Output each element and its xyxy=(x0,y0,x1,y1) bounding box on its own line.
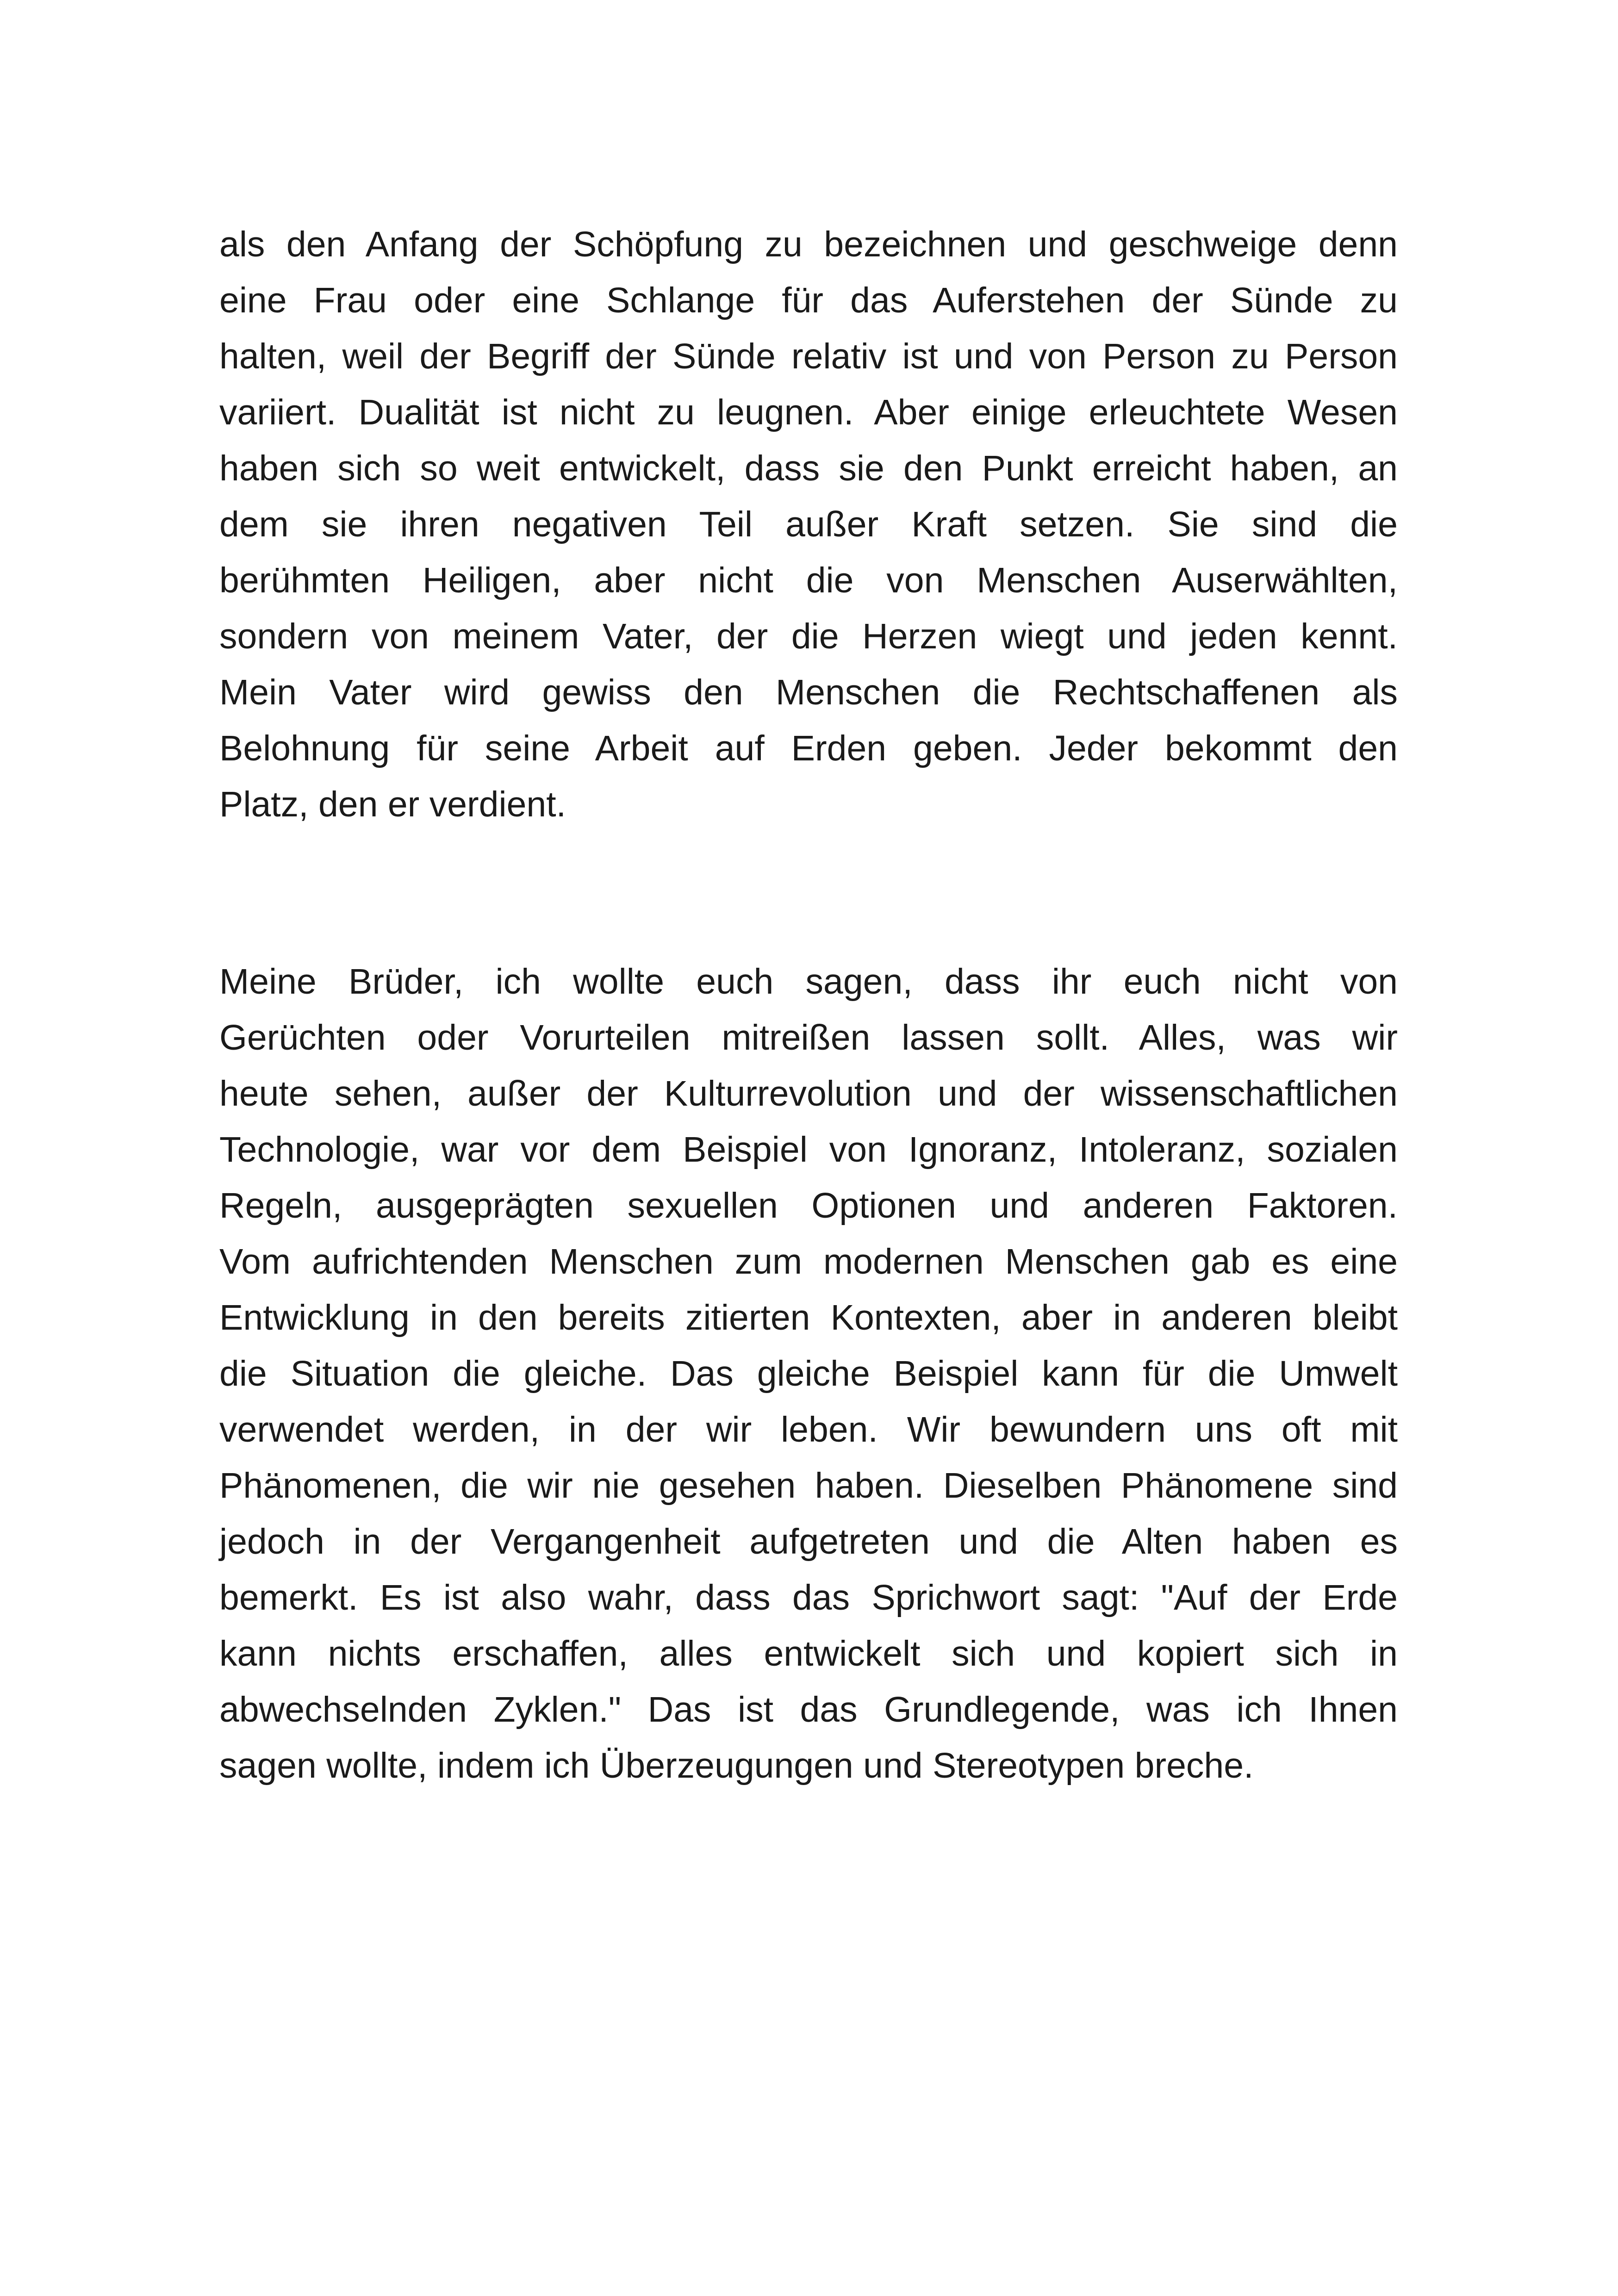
text-line: Mein Vater wird gewiss den Menschen die Rechtschaffenen als xyxy=(219,672,1398,712)
text-line: abwechselnden Zyklen." Das ist das Grundlegende, was ich Ihnen xyxy=(219,1690,1398,1730)
text-line: Regeln, ausgeprägten sexuellen Optionen und anderen Faktoren. xyxy=(219,1186,1398,1226)
text-line: heute sehen, außer der Kulturrevolution und der wissenschaftlichen xyxy=(219,1074,1398,1114)
text-line: Gerüchten oder Vorurteilen mitreißen lassen sollt. Alles, was wir xyxy=(219,1018,1398,1058)
text-line: als den Anfang der Schöpfung zu bezeichnen und geschweige denn xyxy=(219,224,1398,264)
text-line: sondern von meinem Vater, der die Herzen wiegt und jeden kennt. xyxy=(219,616,1398,656)
text-line: jedoch in der Vergangenheit aufgetreten und die Alten haben es xyxy=(219,1522,1398,1562)
text-line: bemerkt. Es ist also wahr, dass das Sprichwort sagt: "Auf der Erde xyxy=(219,1578,1398,1618)
text-line: sagen wollte, indem ich Überzeugungen und Stereotypen breche. xyxy=(219,1746,1254,1786)
text-line: Entwicklung in den bereits zitierten Kontexten, aber in anderen bleibt xyxy=(219,1298,1398,1338)
text-line: dem sie ihren negativen Teil außer Kraft setzen. Sie sind die xyxy=(219,504,1398,544)
text-line: halten, weil der Begriff der Sünde relativ ist und von Person zu Person xyxy=(219,336,1398,376)
paragraph-1 xyxy=(219,217,1398,833)
text-line: berühmten Heiligen, aber nicht die von Menschen Auserwählten, xyxy=(219,560,1398,600)
text-line: variiert. Dualität ist nicht zu leugnen. Aber einige erleuchtete Wesen xyxy=(219,392,1398,432)
text-line: kann nichts erschaffen, alles entwickelt sich und kopiert sich in xyxy=(219,1634,1398,1674)
text-line: Technologie, war vor dem Beispiel von Ignoranz, Intoleranz, sozialen xyxy=(219,1130,1398,1170)
text-line: verwendet werden, in der wir leben. Wir bewundern uns oft mit xyxy=(219,1410,1398,1450)
text-line: Belohnung für seine Arbeit auf Erden geben. Jeder bekommt den xyxy=(219,728,1398,768)
text-line: eine Frau oder eine Schlange für das Auferstehen der Sünde zu xyxy=(219,280,1398,320)
text-line: Phänomenen, die wir nie gesehen haben. Dieselben Phänomene sind xyxy=(219,1466,1398,1506)
text-line: die Situation die gleiche. Das gleiche Beispiel kann für die Umwelt xyxy=(219,1354,1398,1394)
paragraph-2 xyxy=(219,954,1398,1794)
text-line: Platz, den er verdient. xyxy=(219,784,566,824)
text-line: haben sich so weit entwickelt, dass sie den Punkt erreicht haben, an xyxy=(219,448,1398,488)
text-line: Meine Brüder, ich wollte euch sagen, dass ihr euch nicht von xyxy=(219,962,1398,1002)
text-line: Vom aufrichtenden Menschen zum modernen Menschen gab es eine xyxy=(219,1242,1398,1282)
